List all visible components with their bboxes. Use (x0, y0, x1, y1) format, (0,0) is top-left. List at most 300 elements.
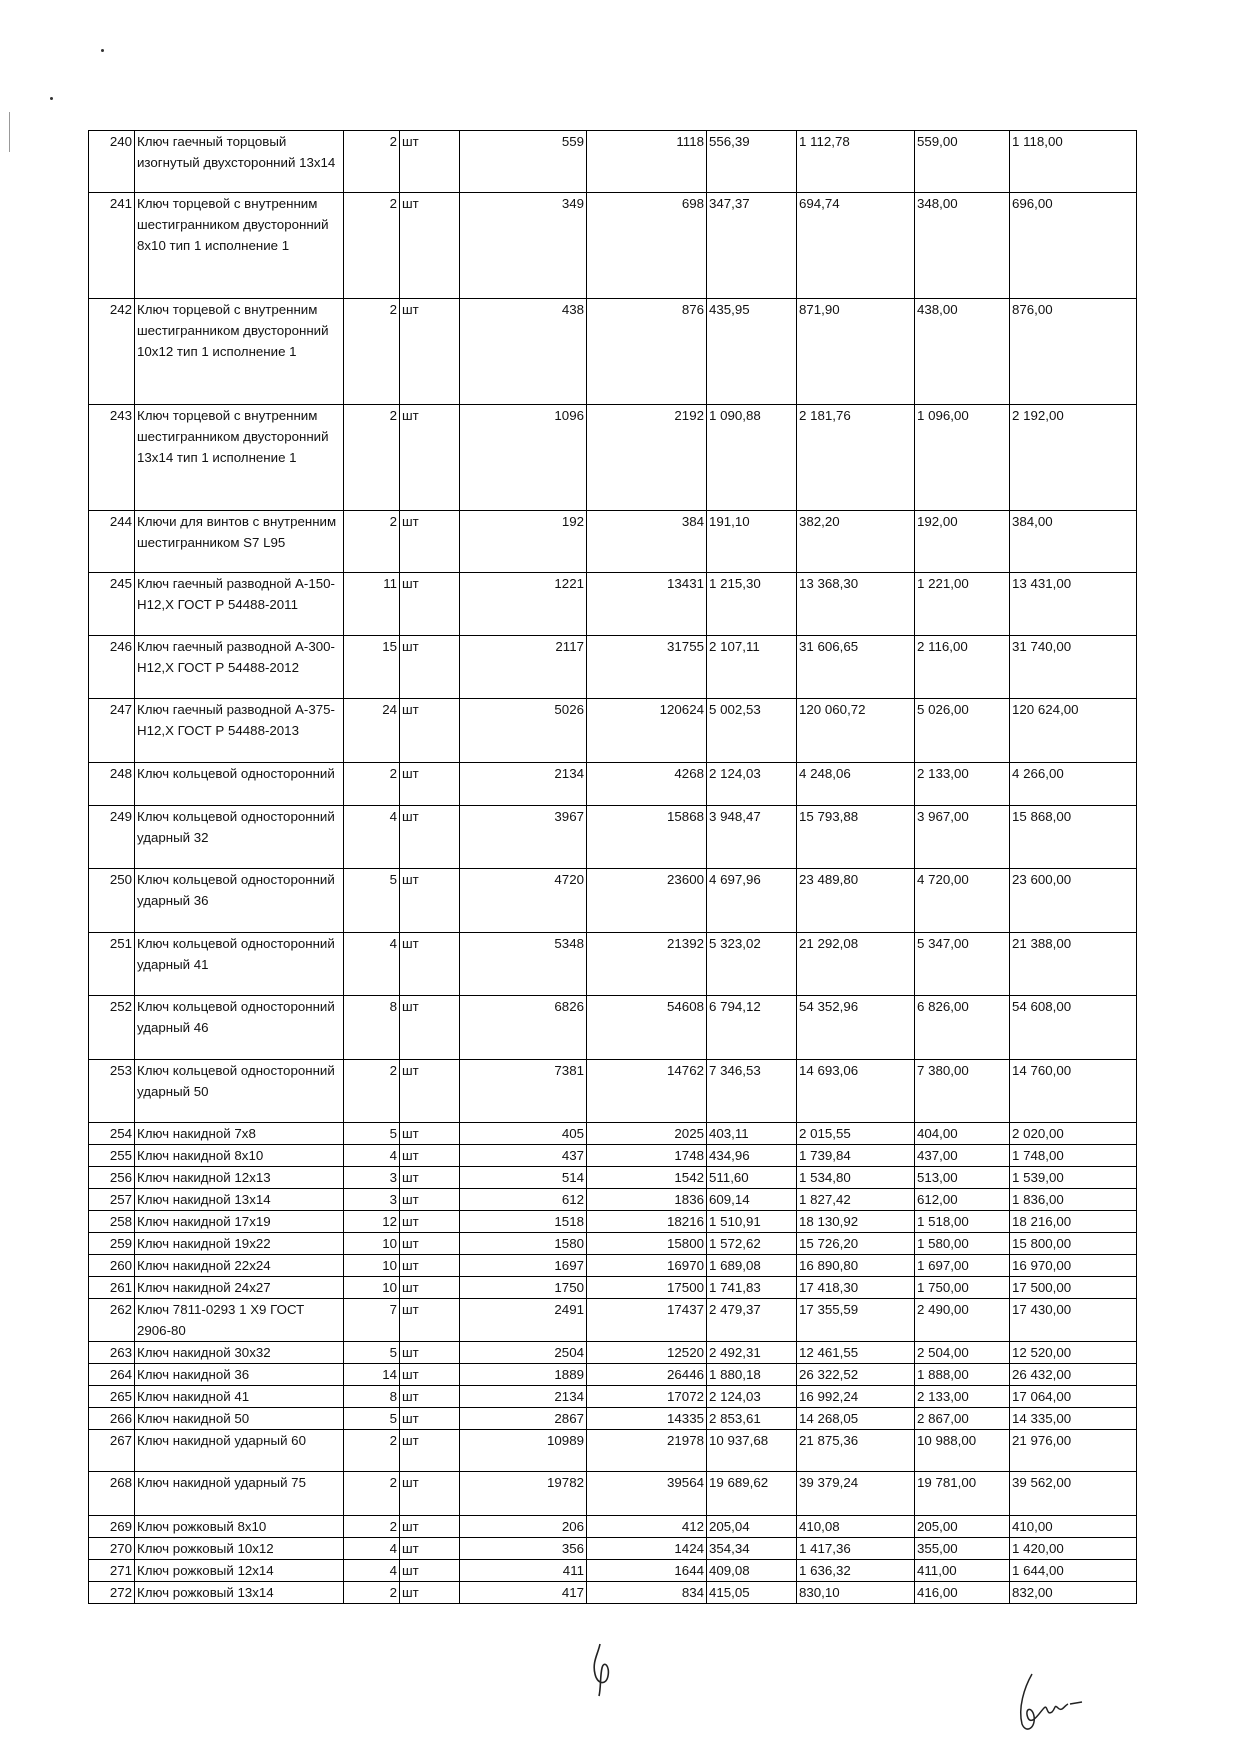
price-final-cell: 7 380,00 (915, 1060, 1010, 1123)
scan-speck (101, 49, 104, 52)
price-final-cell: 205,00 (915, 1516, 1010, 1538)
table-row (89, 1123, 1137, 1145)
sum-cell: 26446 (587, 1364, 707, 1386)
quantity-cell: 10 (344, 1233, 400, 1255)
price-cell: 437 (460, 1145, 587, 1167)
row-number-cell: 261 (89, 1277, 135, 1299)
table-row (89, 1211, 1137, 1233)
row-number-cell: 249 (89, 806, 135, 869)
item-name-cell: Ключ накидной 30х32 (135, 1342, 344, 1364)
item-name-cell: Ключ гаечный разводной А-150-Н12,Х ГОСТ Р 54488-2011 (135, 573, 344, 636)
sum-net-cell: 1 417,36 (797, 1538, 915, 1560)
unit-cell: шт (400, 933, 460, 996)
sum-final-cell: 12 520,00 (1010, 1342, 1137, 1364)
sum-cell: 17072 (587, 1386, 707, 1408)
quantity-cell: 4 (344, 933, 400, 996)
scan-speck (50, 97, 53, 100)
unit-cell: шт (400, 1538, 460, 1560)
price-cell: 559 (460, 131, 587, 193)
quantity-cell: 8 (344, 1386, 400, 1408)
price-net-cell: 2 124,03 (707, 763, 797, 806)
row-number-cell: 262 (89, 1299, 135, 1342)
sum-final-cell: 21 976,00 (1010, 1430, 1137, 1472)
table-row (89, 1233, 1137, 1255)
sum-net-cell: 120 060,72 (797, 699, 915, 763)
price-net-cell: 2 107,11 (707, 636, 797, 699)
item-name-cell: Ключ накидной ударный 60 (135, 1430, 344, 1472)
quantity-cell: 2 (344, 1060, 400, 1123)
sum-final-cell: 39 562,00 (1010, 1472, 1137, 1516)
sum-net-cell: 382,20 (797, 511, 915, 573)
item-name-cell: Ключ кольцевой односторонний ударный 32 (135, 806, 344, 869)
price-cell: 1889 (460, 1364, 587, 1386)
quantity-cell: 15 (344, 636, 400, 699)
quantity-cell: 14 (344, 1364, 400, 1386)
sum-net-cell: 39 379,24 (797, 1472, 915, 1516)
table-row (89, 806, 1137, 869)
row-number-cell: 241 (89, 193, 135, 299)
quantity-cell: 8 (344, 996, 400, 1060)
quantity-cell: 2 (344, 405, 400, 511)
price-final-cell: 355,00 (915, 1538, 1010, 1560)
price-net-cell: 3 948,47 (707, 806, 797, 869)
price-cell: 2504 (460, 1342, 587, 1364)
sum-final-cell: 13 431,00 (1010, 573, 1137, 636)
price-net-cell: 2 124,03 (707, 1386, 797, 1408)
price-final-cell: 2 504,00 (915, 1342, 1010, 1364)
sum-net-cell: 4 248,06 (797, 763, 915, 806)
price-net-cell: 1 689,08 (707, 1255, 797, 1277)
sum-net-cell: 15 793,88 (797, 806, 915, 869)
sum-final-cell: 384,00 (1010, 511, 1137, 573)
inventory-table (88, 130, 1137, 1604)
sum-cell: 2192 (587, 405, 707, 511)
item-name-cell: Ключ рожковый 12х14 (135, 1560, 344, 1582)
price-cell: 612 (460, 1189, 587, 1211)
sum-final-cell: 17 430,00 (1010, 1299, 1137, 1342)
price-final-cell: 437,00 (915, 1145, 1010, 1167)
price-net-cell: 435,95 (707, 299, 797, 405)
unit-cell: шт (400, 1255, 460, 1277)
item-name-cell: Ключ рожковый 13х14 (135, 1582, 344, 1604)
sum-final-cell: 4 266,00 (1010, 763, 1137, 806)
price-final-cell: 348,00 (915, 193, 1010, 299)
item-name-cell: Ключ гаечный торцовый изогнутый двухсторонний 13х14 (135, 131, 344, 193)
item-name-cell: Ключ накидной 13х14 (135, 1189, 344, 1211)
item-name-cell: Ключ накидной 50 (135, 1408, 344, 1430)
price-cell: 438 (460, 299, 587, 405)
price-cell: 4720 (460, 869, 587, 933)
sum-net-cell: 12 461,55 (797, 1342, 915, 1364)
price-cell: 2117 (460, 636, 587, 699)
unit-cell: шт (400, 636, 460, 699)
item-name-cell: Ключи для винтов с внутренним шестигранником S7 L95 (135, 511, 344, 573)
sum-cell: 23600 (587, 869, 707, 933)
quantity-cell: 12 (344, 1211, 400, 1233)
price-cell: 417 (460, 1582, 587, 1604)
sum-final-cell: 1 836,00 (1010, 1189, 1137, 1211)
unit-cell: шт (400, 1189, 460, 1211)
price-net-cell: 2 492,31 (707, 1342, 797, 1364)
sum-final-cell: 16 970,00 (1010, 1255, 1137, 1277)
price-final-cell: 1 697,00 (915, 1255, 1010, 1277)
item-name-cell: Ключ кольцевой односторонний ударный 46 (135, 996, 344, 1060)
quantity-cell: 2 (344, 1430, 400, 1472)
price-cell: 1096 (460, 405, 587, 511)
sum-final-cell: 2 020,00 (1010, 1123, 1137, 1145)
handwritten-mark-icon (586, 1640, 616, 1700)
unit-cell: шт (400, 573, 460, 636)
price-net-cell: 5 002,53 (707, 699, 797, 763)
item-name-cell: Ключ накидной 7х8 (135, 1123, 344, 1145)
quantity-cell: 3 (344, 1167, 400, 1189)
table-row (89, 1430, 1137, 1472)
sum-cell: 14335 (587, 1408, 707, 1430)
price-final-cell: 2 867,00 (915, 1408, 1010, 1430)
sum-cell: 12520 (587, 1342, 707, 1364)
item-name-cell: Ключ накидной 19х22 (135, 1233, 344, 1255)
item-name-cell: Ключ накидной 41 (135, 1386, 344, 1408)
table-row (89, 1560, 1137, 1582)
price-cell: 1697 (460, 1255, 587, 1277)
price-final-cell: 2 133,00 (915, 763, 1010, 806)
quantity-cell: 5 (344, 1342, 400, 1364)
table-row (89, 699, 1137, 763)
item-name-cell: Ключ накидной 22х24 (135, 1255, 344, 1277)
row-number-cell: 267 (89, 1430, 135, 1472)
sum-cell: 384 (587, 511, 707, 573)
item-name-cell: Ключ накидной 12х13 (135, 1167, 344, 1189)
quantity-cell: 4 (344, 1560, 400, 1582)
item-name-cell: Ключ кольцевой односторонний ударный 50 (135, 1060, 344, 1123)
sum-net-cell: 54 352,96 (797, 996, 915, 1060)
price-final-cell: 6 826,00 (915, 996, 1010, 1060)
price-net-cell: 7 346,53 (707, 1060, 797, 1123)
price-final-cell: 2 133,00 (915, 1386, 1010, 1408)
sum-net-cell: 2 015,55 (797, 1123, 915, 1145)
row-number-cell: 270 (89, 1538, 135, 1560)
quantity-cell: 2 (344, 763, 400, 806)
sum-cell: 876 (587, 299, 707, 405)
sum-net-cell: 21 292,08 (797, 933, 915, 996)
row-number-cell: 266 (89, 1408, 135, 1430)
price-cell: 514 (460, 1167, 587, 1189)
price-net-cell: 354,34 (707, 1538, 797, 1560)
sum-cell: 1118 (587, 131, 707, 193)
row-number-cell: 258 (89, 1211, 135, 1233)
sum-net-cell: 871,90 (797, 299, 915, 405)
sum-net-cell: 830,10 (797, 1582, 915, 1604)
table-row (89, 1538, 1137, 1560)
price-net-cell: 2 479,37 (707, 1299, 797, 1342)
price-final-cell: 19 781,00 (915, 1472, 1010, 1516)
price-net-cell: 511,60 (707, 1167, 797, 1189)
row-number-cell: 253 (89, 1060, 135, 1123)
quantity-cell: 10 (344, 1255, 400, 1277)
price-cell: 10989 (460, 1430, 587, 1472)
item-name-cell: Ключ накидной ударный 75 (135, 1472, 344, 1516)
row-number-cell: 255 (89, 1145, 135, 1167)
sum-net-cell: 18 130,92 (797, 1211, 915, 1233)
row-number-cell: 243 (89, 405, 135, 511)
row-number-cell: 256 (89, 1167, 135, 1189)
quantity-cell: 2 (344, 1472, 400, 1516)
sum-cell: 13431 (587, 573, 707, 636)
table-row (89, 636, 1137, 699)
price-net-cell: 609,14 (707, 1189, 797, 1211)
sum-cell: 4268 (587, 763, 707, 806)
unit-cell: шт (400, 1472, 460, 1516)
row-number-cell: 242 (89, 299, 135, 405)
sum-cell: 2025 (587, 1123, 707, 1145)
price-final-cell: 513,00 (915, 1167, 1010, 1189)
row-number-cell: 240 (89, 131, 135, 193)
sum-net-cell: 21 875,36 (797, 1430, 915, 1472)
price-final-cell: 404,00 (915, 1123, 1010, 1145)
unit-cell: шт (400, 1516, 460, 1538)
sum-final-cell: 1 748,00 (1010, 1145, 1137, 1167)
price-final-cell: 5 026,00 (915, 699, 1010, 763)
item-name-cell: Ключ кольцевой односторонний ударный 36 (135, 869, 344, 933)
sum-net-cell: 16 992,24 (797, 1386, 915, 1408)
item-name-cell: Ключ накидной 24х27 (135, 1277, 344, 1299)
price-net-cell: 556,39 (707, 131, 797, 193)
price-net-cell: 434,96 (707, 1145, 797, 1167)
price-net-cell: 6 794,12 (707, 996, 797, 1060)
sum-net-cell: 1 739,84 (797, 1145, 915, 1167)
price-final-cell: 2 490,00 (915, 1299, 1010, 1342)
price-cell: 19782 (460, 1472, 587, 1516)
price-cell: 349 (460, 193, 587, 299)
price-cell: 6826 (460, 996, 587, 1060)
quantity-cell: 11 (344, 573, 400, 636)
row-number-cell: 268 (89, 1472, 135, 1516)
sum-net-cell: 2 181,76 (797, 405, 915, 511)
price-net-cell: 1 510,91 (707, 1211, 797, 1233)
price-net-cell: 347,37 (707, 193, 797, 299)
sum-final-cell: 2 192,00 (1010, 405, 1137, 511)
price-cell: 206 (460, 1516, 587, 1538)
table-row (89, 405, 1137, 511)
sum-cell: 698 (587, 193, 707, 299)
price-cell: 3967 (460, 806, 587, 869)
sum-cell: 18216 (587, 1211, 707, 1233)
sum-final-cell: 410,00 (1010, 1516, 1137, 1538)
quantity-cell: 10 (344, 1277, 400, 1299)
row-number-cell: 257 (89, 1189, 135, 1211)
price-cell: 356 (460, 1538, 587, 1560)
price-final-cell: 1 518,00 (915, 1211, 1010, 1233)
row-number-cell: 269 (89, 1516, 135, 1538)
unit-cell: шт (400, 405, 460, 511)
quantity-cell: 2 (344, 193, 400, 299)
price-cell: 1518 (460, 1211, 587, 1233)
unit-cell: шт (400, 1233, 460, 1255)
row-number-cell: 250 (89, 869, 135, 933)
table-row (89, 1472, 1137, 1516)
item-name-cell: Ключ кольцевой односторонний ударный 41 (135, 933, 344, 996)
item-name-cell: Ключ накидной 8х10 (135, 1145, 344, 1167)
table-row (89, 933, 1137, 996)
sum-net-cell: 13 368,30 (797, 573, 915, 636)
sum-final-cell: 21 388,00 (1010, 933, 1137, 996)
sum-final-cell: 17 064,00 (1010, 1386, 1137, 1408)
unit-cell: шт (400, 1408, 460, 1430)
unit-cell: шт (400, 996, 460, 1060)
sum-cell: 16970 (587, 1255, 707, 1277)
sum-cell: 21978 (587, 1430, 707, 1472)
table-row (89, 1516, 1137, 1538)
sum-final-cell: 876,00 (1010, 299, 1137, 405)
price-final-cell: 4 720,00 (915, 869, 1010, 933)
table-row (89, 1277, 1137, 1299)
item-name-cell: Ключ накидной 36 (135, 1364, 344, 1386)
sum-net-cell: 694,74 (797, 193, 915, 299)
table-row (89, 1145, 1137, 1167)
row-number-cell: 245 (89, 573, 135, 636)
sum-cell: 17500 (587, 1277, 707, 1299)
quantity-cell: 5 (344, 1408, 400, 1430)
price-net-cell: 1 215,30 (707, 573, 797, 636)
row-number-cell: 264 (89, 1364, 135, 1386)
quantity-cell: 2 (344, 299, 400, 405)
unit-cell: шт (400, 131, 460, 193)
quantity-cell: 5 (344, 1123, 400, 1145)
sum-net-cell: 23 489,80 (797, 869, 915, 933)
price-net-cell: 403,11 (707, 1123, 797, 1145)
sum-cell: 15868 (587, 806, 707, 869)
table-row (89, 1364, 1137, 1386)
row-number-cell: 244 (89, 511, 135, 573)
price-cell: 2134 (460, 763, 587, 806)
item-name-cell: Ключ 7811-0293 1 Х9 ГОСТ 2906-80 (135, 1299, 344, 1342)
table-row (89, 193, 1137, 299)
price-final-cell: 559,00 (915, 131, 1010, 193)
quantity-cell: 2 (344, 511, 400, 573)
row-number-cell: 271 (89, 1560, 135, 1582)
sum-net-cell: 17 418,30 (797, 1277, 915, 1299)
sum-final-cell: 17 500,00 (1010, 1277, 1137, 1299)
unit-cell: шт (400, 1167, 460, 1189)
table-row (89, 1342, 1137, 1364)
unit-cell: шт (400, 699, 460, 763)
sum-final-cell: 1 644,00 (1010, 1560, 1137, 1582)
sum-final-cell: 1 118,00 (1010, 131, 1137, 193)
quantity-cell: 4 (344, 1538, 400, 1560)
table-row (89, 1582, 1137, 1604)
price-final-cell: 1 096,00 (915, 405, 1010, 511)
quantity-cell: 3 (344, 1189, 400, 1211)
sum-cell: 412 (587, 1516, 707, 1538)
item-name-cell: Ключ торцевой с внутренним шестигранником двусторонний 10х12 тип 1 исполнение 1 (135, 299, 344, 405)
sum-final-cell: 31 740,00 (1010, 636, 1137, 699)
sum-final-cell: 23 600,00 (1010, 869, 1137, 933)
unit-cell: шт (400, 1430, 460, 1472)
price-net-cell: 19 689,62 (707, 1472, 797, 1516)
row-number-cell: 272 (89, 1582, 135, 1604)
unit-cell: шт (400, 1342, 460, 1364)
price-cell: 1750 (460, 1277, 587, 1299)
row-number-cell: 247 (89, 699, 135, 763)
price-final-cell: 1 580,00 (915, 1233, 1010, 1255)
quantity-cell: 5 (344, 869, 400, 933)
item-name-cell: Ключ гаечный разводной А-375-Н12,Х ГОСТ Р 54488-2013 (135, 699, 344, 763)
sum-final-cell: 15 868,00 (1010, 806, 1137, 869)
price-final-cell: 10 988,00 (915, 1430, 1010, 1472)
sum-net-cell: 1 636,32 (797, 1560, 915, 1582)
sum-final-cell: 26 432,00 (1010, 1364, 1137, 1386)
unit-cell: шт (400, 869, 460, 933)
item-name-cell: Ключ гаечный разводной А-300-Н12,Х ГОСТ Р 54488-2012 (135, 636, 344, 699)
item-name-cell: Ключ накидной 17х19 (135, 1211, 344, 1233)
row-number-cell: 252 (89, 996, 135, 1060)
price-cell: 1580 (460, 1233, 587, 1255)
price-net-cell: 1 880,18 (707, 1364, 797, 1386)
scan-speck (9, 112, 10, 152)
price-net-cell: 10 937,68 (707, 1430, 797, 1472)
price-cell: 2867 (460, 1408, 587, 1430)
item-name-cell: Ключ рожковый 8х10 (135, 1516, 344, 1538)
quantity-cell: 4 (344, 1145, 400, 1167)
sum-net-cell: 1 112,78 (797, 131, 915, 193)
table-body (89, 131, 1137, 1604)
sum-final-cell: 18 216,00 (1010, 1211, 1137, 1233)
price-net-cell: 1 572,62 (707, 1233, 797, 1255)
sum-net-cell: 1 534,80 (797, 1167, 915, 1189)
row-number-cell: 248 (89, 763, 135, 806)
sum-net-cell: 15 726,20 (797, 1233, 915, 1255)
price-cell: 5026 (460, 699, 587, 763)
sum-net-cell: 17 355,59 (797, 1299, 915, 1342)
table-row (89, 131, 1137, 193)
price-final-cell: 1 888,00 (915, 1364, 1010, 1386)
sum-cell: 1542 (587, 1167, 707, 1189)
price-final-cell: 1 750,00 (915, 1277, 1010, 1299)
quantity-cell: 2 (344, 1516, 400, 1538)
unit-cell: шт (400, 1060, 460, 1123)
signature-icon (1010, 1668, 1090, 1738)
unit-cell: шт (400, 1123, 460, 1145)
table-row (89, 869, 1137, 933)
table-row (89, 1299, 1137, 1342)
price-final-cell: 5 347,00 (915, 933, 1010, 996)
row-number-cell: 254 (89, 1123, 135, 1145)
price-final-cell: 3 967,00 (915, 806, 1010, 869)
row-number-cell: 265 (89, 1386, 135, 1408)
price-net-cell: 2 853,61 (707, 1408, 797, 1430)
sum-cell: 17437 (587, 1299, 707, 1342)
sum-cell: 39564 (587, 1472, 707, 1516)
unit-cell: шт (400, 1386, 460, 1408)
unit-cell: шт (400, 1277, 460, 1299)
table-row (89, 1386, 1137, 1408)
table-row (89, 1167, 1137, 1189)
price-final-cell: 2 116,00 (915, 636, 1010, 699)
table-row (89, 1189, 1137, 1211)
price-final-cell: 438,00 (915, 299, 1010, 405)
sum-final-cell: 1 420,00 (1010, 1538, 1137, 1560)
price-cell: 1221 (460, 573, 587, 636)
sum-net-cell: 16 890,80 (797, 1255, 915, 1277)
table-row (89, 763, 1137, 806)
row-number-cell: 263 (89, 1342, 135, 1364)
item-name-cell: Ключ рожковый 10х12 (135, 1538, 344, 1560)
sum-net-cell: 31 606,65 (797, 636, 915, 699)
sum-final-cell: 832,00 (1010, 1582, 1137, 1604)
price-net-cell: 409,08 (707, 1560, 797, 1582)
unit-cell: шт (400, 1211, 460, 1233)
price-cell: 2134 (460, 1386, 587, 1408)
